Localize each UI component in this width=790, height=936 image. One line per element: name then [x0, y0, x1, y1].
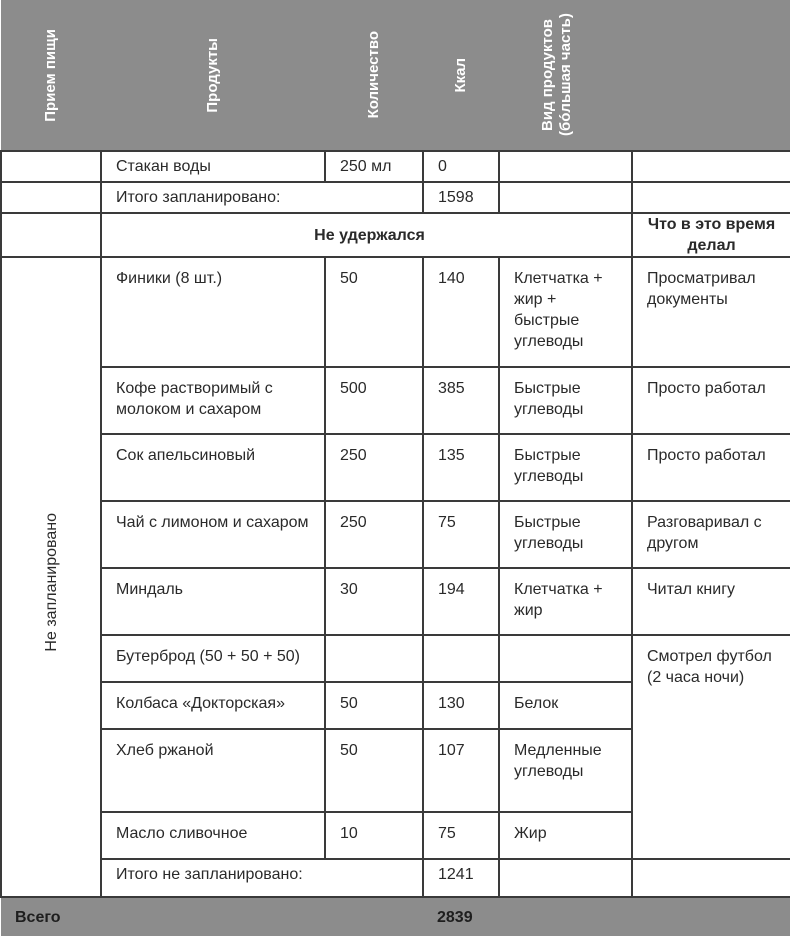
unplanned-total-kcal: 1241 [423, 859, 499, 897]
table-row: Сок апельсиновый 250 135 Быстрые углеводы Просто работал [1, 434, 790, 501]
section-header-row [1, 213, 790, 257]
unplanned-total-label: Итого не запланировано: [101, 859, 423, 897]
table-row: Не запланировано Финики (8 шт.) 50 140 Клетчатка + жир + быстрые углеводы Просматривал документы [1, 257, 790, 367]
unplanned-group-label: Не запланировано [1, 257, 101, 897]
header-quantity: Количество [325, 0, 423, 151]
activity-cell: Смотрел футбол (2 часа ночи) [632, 635, 790, 859]
header-products: Продукты [101, 0, 325, 151]
grand-total-label: Всего [1, 897, 423, 936]
planned-total-row [1, 182, 790, 213]
product-cell: Стакан воды [101, 151, 325, 182]
header-type: Вид продуктов (бóльшая часть) [499, 0, 632, 151]
table-row: Колбаса «Докторская» 50 130 Белок [1, 682, 790, 729]
table-row: Масло сливочное 10 75 Жир [1, 812, 790, 859]
grand-total-kcal: 2839 [423, 897, 790, 936]
section-title: Не удержался [101, 213, 632, 257]
activity-header: Что в это время делал [632, 213, 790, 257]
planned-total-kcal: 1598 [423, 182, 499, 213]
table-row: Хлеб ржаной 50 107 Медленные углеводы [1, 729, 790, 812]
table-row [1, 151, 790, 182]
quantity-cell: 250 мл [325, 151, 423, 182]
table-row: Кофе растворимый с молоком и сахаром 500 385 Быстрые углеводы Просто работал [1, 367, 790, 434]
unplanned-total-row [1, 859, 790, 897]
table-row: Бутерброд (50 + 50 + 50) Смотрел футбол (2 часа ночи) [1, 635, 790, 682]
grand-total-row [1, 897, 790, 936]
header-row [1, 0, 790, 151]
planned-total-label: Итого запланировано: [101, 182, 423, 213]
header-kcal: Ккал [423, 0, 499, 151]
table-row: Чай с лимоном и сахаром 250 75 Быстрые углеводы Разговаривал с другом [1, 501, 790, 568]
header-meal: Прием пищи [1, 0, 101, 151]
header-empty [632, 0, 790, 151]
kcal-cell: 0 [423, 151, 499, 182]
table-row: Миндаль 30 194 Клетчатка + жир Читал книгу [1, 568, 790, 635]
